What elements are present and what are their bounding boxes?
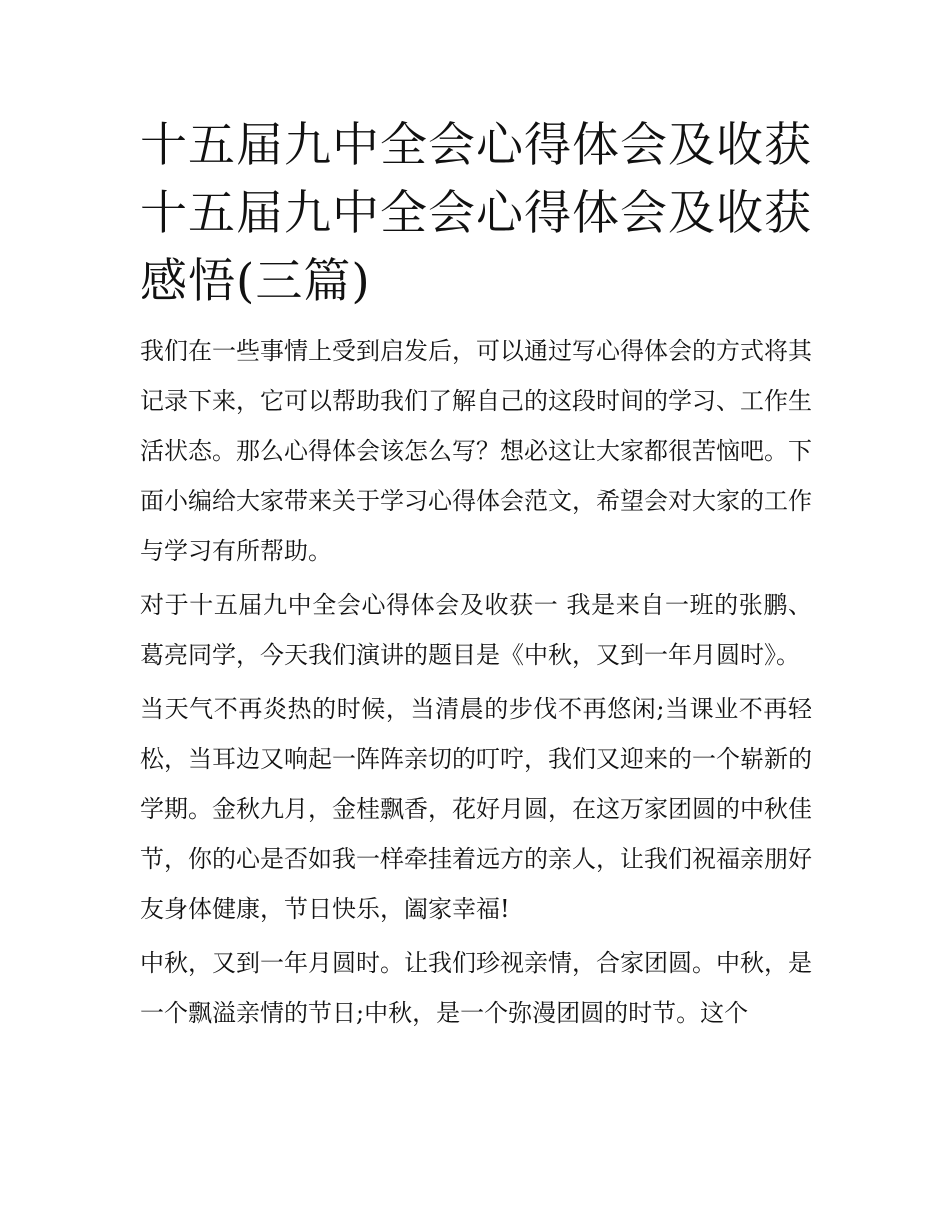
document-page: [140, 112, 812, 1038]
mid-autumn-paragraph: 中秋，又到一年月圆时。让我们珍视亲情，合家团圆。中秋，是一个飘溢亲情的节日;中秋，是一个弥漫团圆的时节。这个: [140, 949, 812, 1027]
document-title: 十五届九中全会心得体会及收获 十五届九中全会心得体会及收获感悟(三篇): [140, 118, 812, 309]
intro-paragraph: 我们在一些事情上受到启发后，可以通过写心得体会的方式将其记录下来，它可以帮助我们了解自己的这段时间的学习、工作生活状态。那么心得体会该怎么写？想必这让大家都很苦恼吧。下面小编给大家带来关于学习心得体会范文，希望会对大家的工作与学习有所帮助。: [140, 337, 812, 565]
autumn-semester-paragraph: 当天气不再炎热的时候，当清晨的步伐不再悠闲;当课业不再轻松，当耳边又响起一阵阵亲切的叮咛，我们又迎来的一个崭新的学期。金秋九月，金桂飘香，花好月圆，在这万家团圆的中秋佳节，你的心是否如我一样牵挂着远方的亲人，让我们祝福亲朋好友身体健康，节日快乐，阖家幸福!: [140, 695, 812, 923]
speech-opening-paragraph: 对于十五届九中全会心得体会及收获一 我是来自一班的张鹏、葛亮同学，今天我们演讲的题目是《中秋，又到一年月圆时》。: [140, 591, 812, 669]
